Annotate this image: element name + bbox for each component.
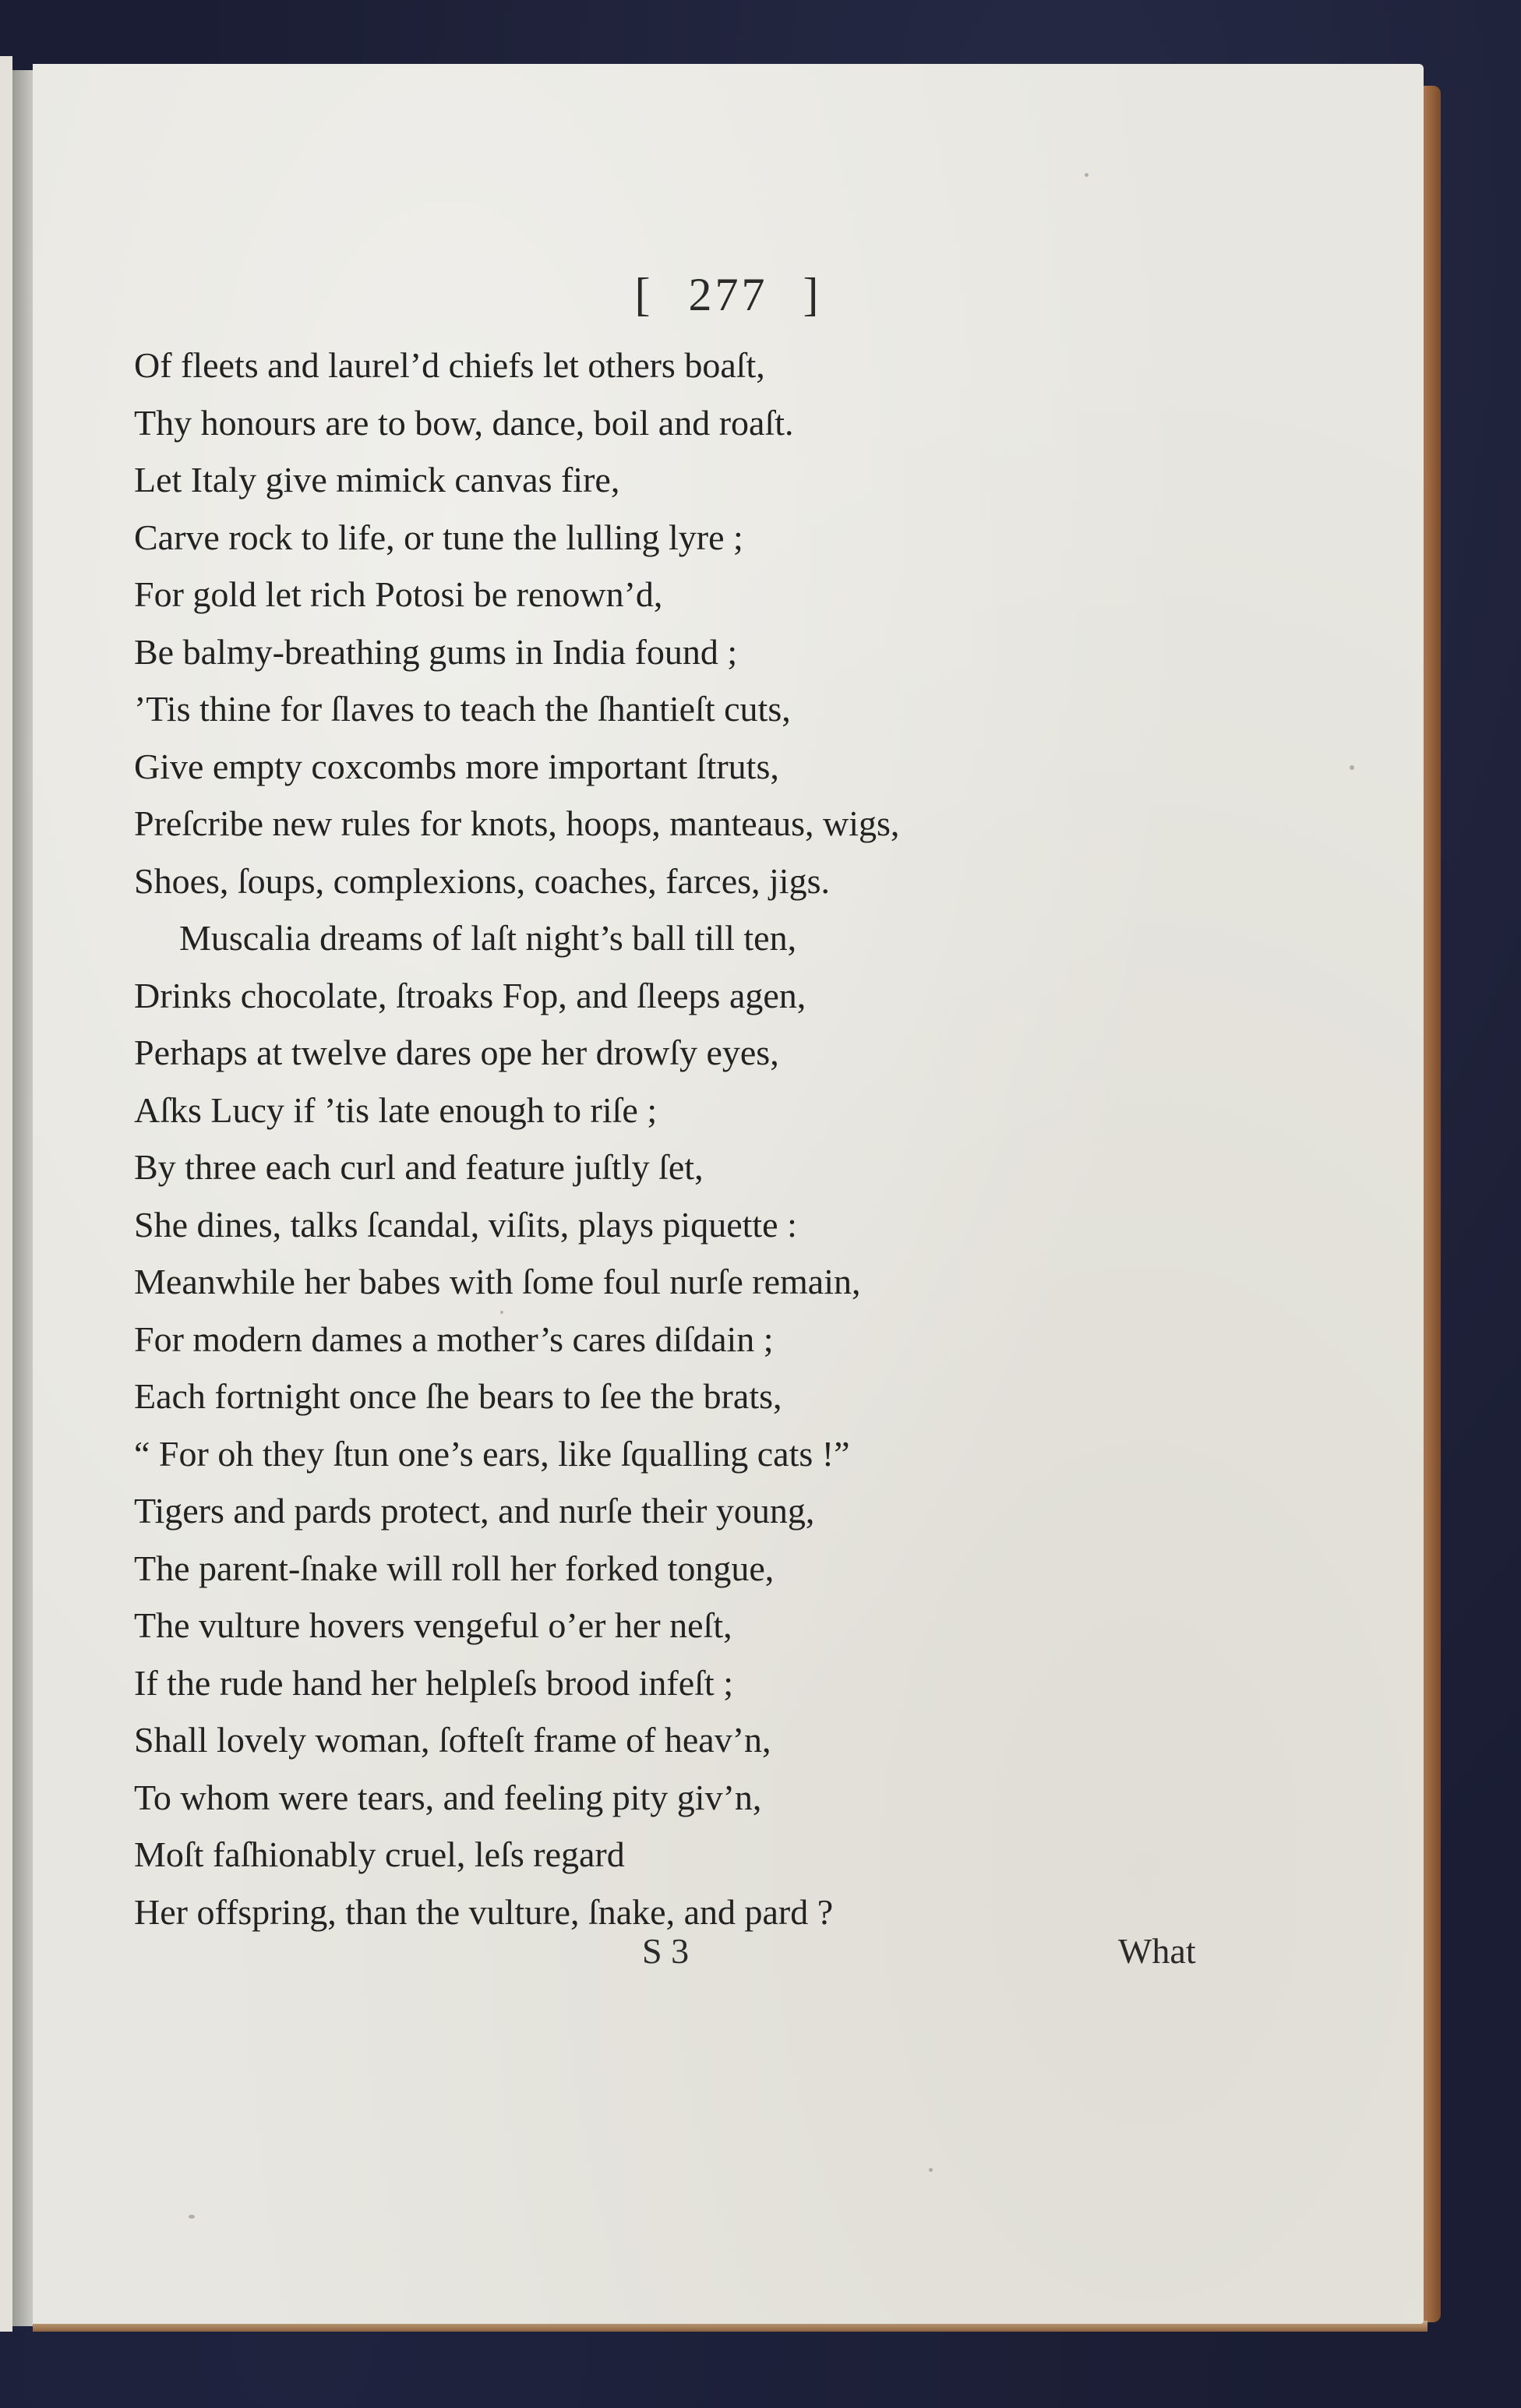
paper-speck [1085,173,1089,177]
paper-speck [189,2215,195,2219]
verse-line: Moſt faſhionably cruel, leſs regard [134,1834,625,1874]
verse-line: ’Tis thine for ſlaves to teach the ſhantieſt cuts, [134,689,791,729]
header-open-bracket: [ [634,269,654,320]
verse-line: Shall lovely woman, ſofteſt frame of heav’n, [134,1720,771,1760]
verse-line: Carve rock to life, or tune the lulling lyre ; [134,517,743,557]
verse-line: Of fleets and laurel’d chiefs let others boaſt, [134,345,765,385]
verse-line: Perhaps at twelve dares ope her drowſy eyes, [134,1033,779,1072]
verse-line: Aſks Lucy if ’tis late enough to riſe ; [134,1089,658,1130]
verse-line: To whom were tears, and feeling pity giv’n, [134,1777,762,1817]
catchword: What [1118,1931,1196,1971]
page-number-header [33,268,1424,322]
page-footer [33,1930,1424,1985]
verse-line: For modern dames a mother’s cares diſdain ; [134,1319,774,1359]
verse-line: For gold let rich Potosi be renown’d, [134,574,663,614]
verse-line: The vulture hovers vengeful o’er her neſt, [134,1605,732,1645]
signature-mark: S 3 [642,1931,690,1971]
verse-line: Shoes, ſoups, complexions, coaches, farces, jigs. [134,860,830,901]
verse-line: Thy honours are to bow, dance, boil and roaſt. [134,402,794,443]
facing-page-edge [0,56,12,2332]
page-number: 277 [688,269,768,320]
paper-speck [929,2168,933,2172]
book-page [33,64,1424,2324]
verse-line: Give empty coxcombs more important ſtruts, [134,746,779,786]
header-close-bracket: ] [803,269,822,320]
verse-line: Her offspring, than the vulture, ſnake, and pard ? [134,1891,834,1932]
verse-line: “ For oh they ſtun one’s ears, like ſqualling cats !” [134,1433,850,1474]
paper-speck [1350,765,1354,770]
verse-line: Drinks chocolate, ſtroaks Fop, and ſleeps agen, [134,975,806,1015]
paper-speck [500,1311,503,1314]
verse-line: Be balmy-breathing gums in India found ; [134,631,738,672]
verse-line: Preſcribe new rules for knots, hoops, manteaus, wigs, [134,803,900,843]
verse-line: If the rude hand her helpleſs brood infeſt ; [134,1662,733,1703]
verse-line: She dines, talks ſcandal, viſits, plays piquette : [134,1204,797,1245]
verse-line: By three each curl and feature juſtly ſet, [134,1147,704,1187]
verse-line: The parent-ſnake will roll her forked tongue, [134,1548,775,1588]
verse-line: Each fortnight once ſhe bears to ſee the brats, [134,1376,782,1416]
verse-line: Meanwhile her babes with ſome foul nurſe remain, [134,1262,861,1301]
verse-line: Let Italy give mimick canvas fire, [134,460,620,500]
gutter-shadow [12,70,33,2326]
verse-block [134,337,1303,1940]
verse-line: Tigers and pards protect, and nurſe their young, [134,1491,815,1531]
verse-line: Muscalia dreams of laſt night’s ball till ten, [179,918,797,958]
